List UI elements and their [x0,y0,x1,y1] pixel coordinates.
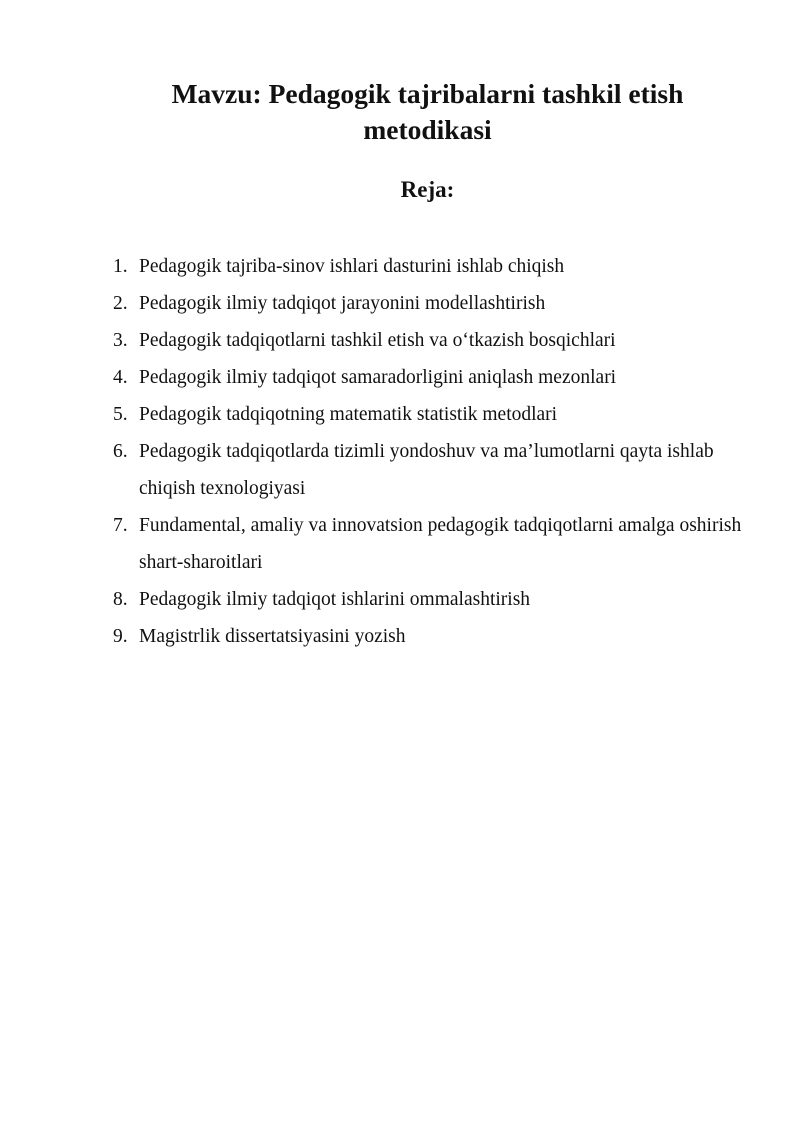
list-item-number: 7. [113,515,128,536]
list-item [105,359,745,396]
list-item-number: 9. [113,626,128,647]
list-item-number: 1. [113,256,128,277]
list-item-text: Pedagogik tadqiqotlarda tizimli yondoshuv va ma’lumotlarni qayta ishlab chiqish texnologiyasi [139,441,714,499]
list-item-text: Pedagogik ilmiy tadqiqot samaradorligini aniqlash mezonlari [139,367,617,388]
list-item [105,433,745,507]
list-item-number: 4. [113,367,128,388]
list-item-text: Pedagogik ilmiy tadqiqot ishlarini ommalashtirish [139,589,531,610]
list-item [105,285,745,322]
list-item [105,507,745,581]
list-item-number: 6. [113,441,128,462]
list-item-text: Fundamental, amaliy va innovatsion pedagogik tadqiqotlarni amalga oshirish shart-sharoitlari [139,515,742,573]
list-item-number: 8. [113,589,128,610]
list-item-number: 5. [113,404,128,425]
page-title: Mavzu: Pedagogik tajribalarni tashkil etish metodikasi [171,78,684,145]
list-item-number: 2. [113,293,128,314]
list-item-text: Magistrlik dissertatsiyasini yozish [139,626,406,647]
list-item-text: Pedagogik tajriba-sinov ishlari dasturini ishlab chiqish [139,256,565,277]
plan-heading: Reja: [400,177,455,202]
list-item-number: 3. [113,330,128,351]
list-item [105,248,745,285]
list-item [105,618,745,655]
list-item-text: Pedagogik tadqiqotning matematik statistik metodlari [139,404,558,425]
plan-list [105,248,745,655]
list-item [105,581,745,618]
list-item [105,322,745,359]
list-item [105,396,745,433]
list-item-text: Pedagogik tadqiqotlarni tashkil etish va o‘tkazish bosqichlari [139,330,616,351]
list-item-text: Pedagogik ilmiy tadqiqot jarayonini modellashtirish [139,293,546,314]
